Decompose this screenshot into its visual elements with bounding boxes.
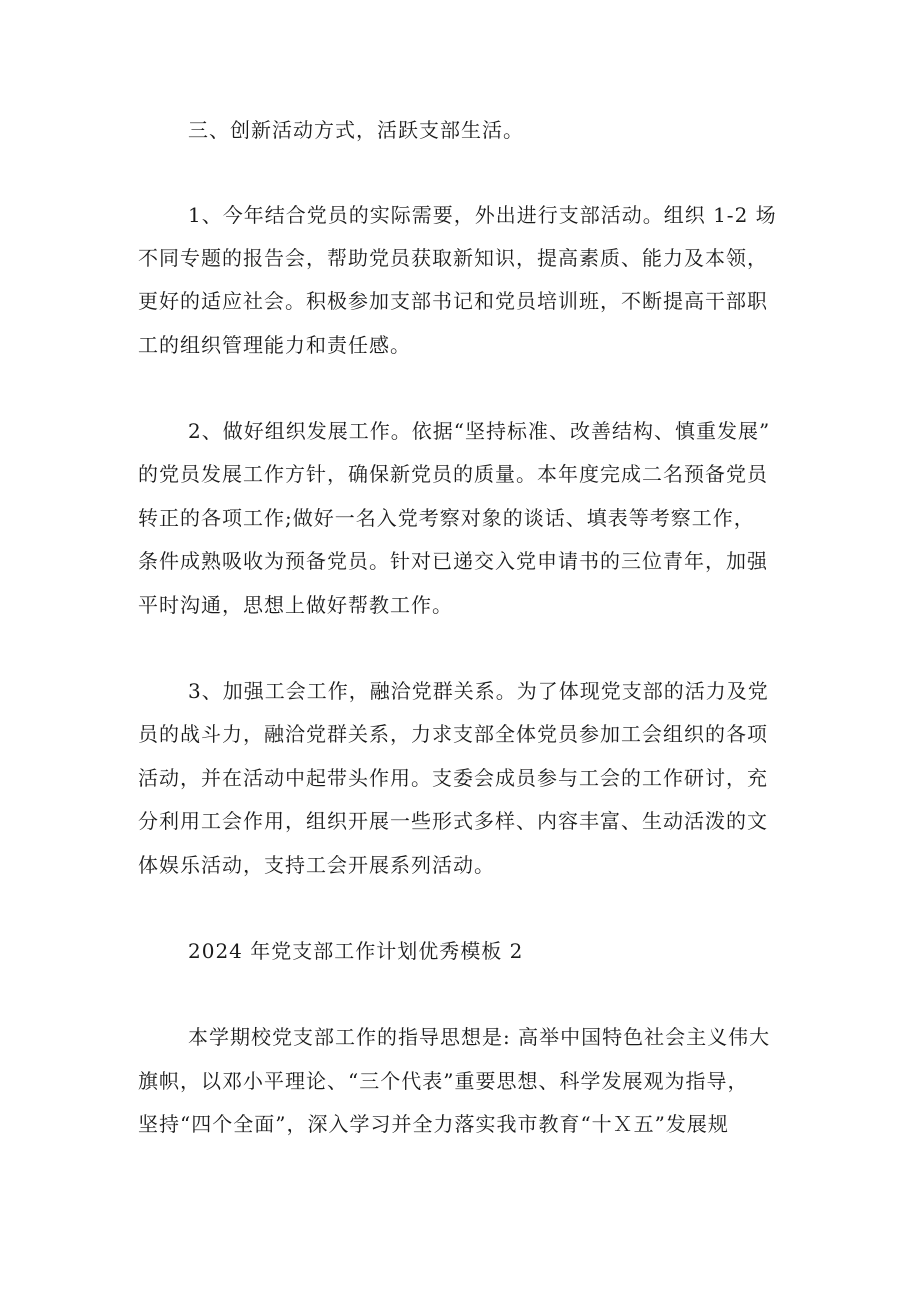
paragraph-line: 活动，并在活动中起带头作用。支委会成员参与工会的工作研讨，充: [138, 766, 768, 790]
paragraph-line: 的党员发展工作方针，确保新党员的质量。本年度完成二名预备党员: [138, 462, 768, 486]
paragraph-line: 不同专题的报告会，帮助党员获取新知识，提高素质、能力及本领，: [138, 246, 768, 270]
paragraph-line: 平时沟通，思想上做好帮教工作。: [138, 593, 453, 617]
paragraph-line: 本学期校党支部工作的指导思想是: 高举中国特色社会主义伟大: [188, 1025, 771, 1049]
paragraph-line: 旗帜，以邓小平理论、“三个代表”重要思想、科学发展观为指导，: [138, 1069, 749, 1093]
paragraph-line: 条件成熟吸收为预备党员。针对已递交入党申请书的三位青年，加强: [138, 549, 768, 573]
section-title: 2024 年党支部工作计划优秀模板 2: [188, 939, 524, 963]
paragraph-line: 1、今年结合党员的实际需要，外出进行支部活动。组织 1-2 场: [188, 203, 777, 227]
paragraph-line: 转正的各项工作;做好一名入党考察对象的谈话、填表等考察工作，: [138, 506, 755, 530]
heading-section-three: 三、创新活动方式，活跃支部生活。: [188, 118, 524, 142]
paragraph-line: 工的组织管理能力和责任感。: [138, 333, 411, 357]
paragraph-line: 员的战斗力，融洽党群关系，力求支部全体党员参加工会组织的各项: [138, 722, 768, 746]
paragraph-line: 分利用工会作用，组织开展一些形式多样、内容丰富、生动活泼的文: [138, 809, 768, 833]
paragraph-line: 更好的适应社会。积极参加支部书记和党员培训班，不断提高干部职: [138, 289, 768, 313]
paragraph-line: 坚持“四个全面”，深入学习并全力落实我市教育“十Ｘ五”发展规: [138, 1112, 729, 1136]
paragraph-line: 体娱乐活动，支持工会开展系列活动。: [138, 853, 495, 877]
paragraph-line: 2、做好组织发展工作。依据“坚持标准、改善结构、慎重发展”: [188, 419, 771, 443]
paragraph-line: 3、加强工会工作，融洽党群关系。为了体现党支部的活力及党: [188, 679, 769, 703]
